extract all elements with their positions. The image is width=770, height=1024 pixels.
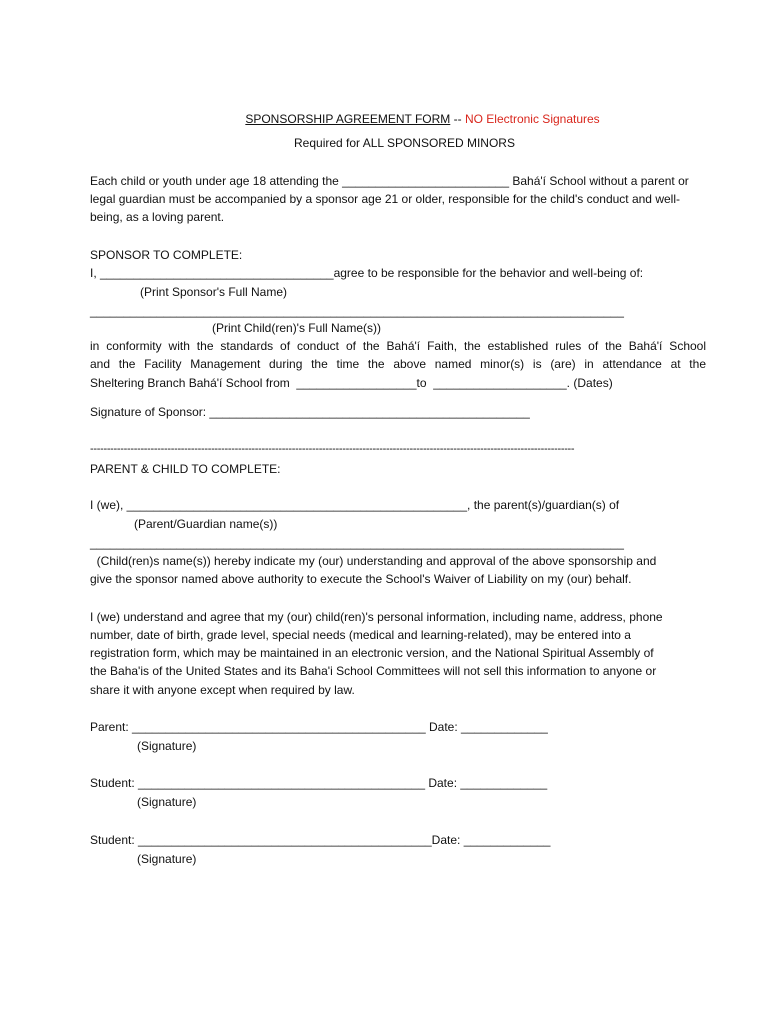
guardian-name-caption: (Parent/Guardian name(s)) bbox=[134, 517, 278, 531]
intro-line-2: legal guardian must be accompanied by a sponsor age 21 or older, responsible for the child's conduct and well- bbox=[90, 192, 680, 206]
conformity-line-2: and the Facility Management during the time the above named minor(s) is (are) in attendance at the bbox=[90, 357, 706, 371]
intro-line-3: being, as a loving parent. bbox=[90, 210, 225, 224]
children-name-blank: ________________________________________________________________________________ bbox=[90, 304, 624, 318]
form-subtitle: Required for ALL SPONSORED MINORS bbox=[294, 136, 515, 150]
student-signature-line-1: Student: ___________________________________________ Date: _____________ bbox=[90, 776, 548, 790]
sponsor-name-caption: (Print Sponsor's Full Name) bbox=[140, 285, 287, 299]
sponsor-section-heading: SPONSOR TO COMPLETE: bbox=[90, 248, 243, 262]
parent-section-heading: PARENT & CHILD TO COMPLETE: bbox=[90, 462, 281, 476]
parent-signature-caption: (Signature) bbox=[137, 739, 197, 753]
privacy-line-2: number, date of birth, grade level, special needs (medical and learning-related), may be entered into a bbox=[90, 628, 631, 642]
sponsor-agree-line: I, ___________________________________agree to be responsible for the behavior and well-being of: bbox=[90, 266, 644, 280]
sponsor-signature-line: Signature of Sponsor: ________________________________________________ bbox=[90, 405, 530, 419]
approval-line-1: (Child(ren)s name(s)) hereby indicate my (our) understanding and approval of the above sponsorship and bbox=[90, 554, 657, 568]
conformity-line-3: Sheltering Branch Bahá'í School from __________________to ____________________. (Dates) bbox=[90, 376, 613, 390]
parent-signature-line: Parent: ____________________________________________ Date: _____________ bbox=[90, 720, 548, 734]
intro-line-1: Each child or youth under age 18 attending the _________________________ Bahá'í School without a parent or bbox=[90, 174, 689, 188]
form-title: SPONSORSHIP AGREEMENT FORM bbox=[245, 112, 451, 126]
privacy-line-5: share it with anyone except when required by law. bbox=[90, 683, 355, 697]
electronic-signature-warning: NO Electronic Signatures bbox=[464, 112, 600, 126]
parent-children-blank: ________________________________________________________________________________ bbox=[90, 536, 624, 550]
approval-line-2: give the sponsor named above authority to execute the School's Waiver of Liability on my (our) behalf. bbox=[90, 572, 632, 586]
title-separator: -- bbox=[450, 112, 465, 126]
student-signature-caption-2: (Signature) bbox=[137, 852, 197, 866]
privacy-line-4: the Baha'is of the United States and its Baha'i School Committees will not sell this information to anyone or bbox=[90, 664, 657, 678]
student-signature-caption-1: (Signature) bbox=[137, 795, 197, 809]
conformity-line-1: in conformity with the standards of conduct of the Bahá'í Faith, the established rules of the Bahá'í School bbox=[90, 339, 706, 353]
children-name-caption: (Print Child(ren)'s Full Name(s)) bbox=[212, 321, 381, 335]
section-divider: ------------------------------------------------------------------------------------------------------------------------------------------------ bbox=[90, 443, 575, 455]
privacy-line-1: I (we) understand and agree that my (our) child(ren)'s personal information, including name, address, phone bbox=[90, 610, 663, 624]
privacy-line-3: registration form, which may be maintained in an electronic version, and the National Spiritual Assembly of bbox=[90, 646, 654, 660]
student-signature-line-2: Student: ____________________________________________Date: _____________ bbox=[90, 833, 551, 847]
parent-we-line: I (we), ___________________________________________________, the parent(s)/guardian(s) of bbox=[90, 498, 620, 512]
